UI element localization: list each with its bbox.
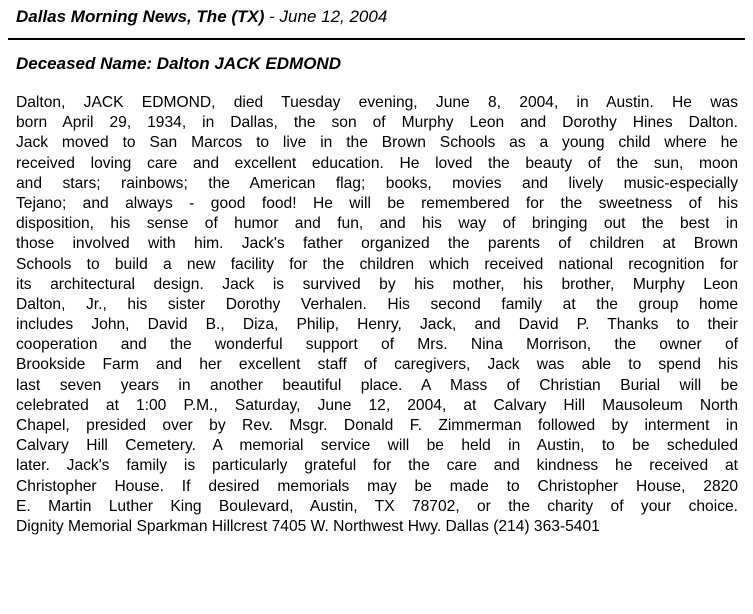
header-divider [8, 38, 745, 40]
obituary-line: received loving care and excellent education. He loved the beauty of the sun, moon [16, 154, 738, 172]
obituary-line: its architectural design. Jack is survived by his mother, his brother, Murphy Leon [16, 275, 738, 293]
obituary-line: Jack moved to San Marcos to live in the Brown Schools as a young child where he [16, 134, 738, 152]
obituary-line: later. Jack's family is particularly grateful for the care and kindness he received at [16, 457, 738, 475]
obituary-line: celebrated at 1:00 P.M., Saturday, June 12, 2004, at Calvary Hill Mausoleum North [16, 396, 738, 414]
obituary-line: Dalton, JACK EDMOND, died Tuesday evening, June 8, 2004, in Austin. He was [16, 94, 738, 111]
obituary-line: Calvary Hill Cemetery. A memorial service will be held in Austin, to be scheduled [16, 437, 738, 455]
header-separator: - [264, 7, 280, 26]
publication-date: June 12, 2004 [279, 7, 388, 26]
deceased-name-heading: Deceased Name: Dalton JACK EDMOND [16, 54, 341, 73]
obituary-line: Schools to build a new facility for the children which received national recognition for [16, 255, 738, 273]
obituary-line: Christopher House. If desired memorials may be made to Christopher House, 2820 [16, 477, 738, 495]
publication-header [16, 6, 387, 28]
obituary-line: Tejano; and always - good food! He will be remembered for the sweetness of his [16, 194, 738, 212]
obituary-line: E. Martin Luther King Boulevard, Austin, TX 78702, or the charity of your choice. [16, 497, 738, 515]
obituary-line: includes John, David B., Diza, Philip, Henry, Jack, and David P. Thanks to their [16, 316, 738, 334]
obituary-line: born April 29, 1934, in Dallas, the son of Murphy Leon and Dorothy Hines Dalton. [16, 114, 738, 132]
obituary-body [16, 93, 738, 537]
obituary-line: Dignity Memorial Sparkman Hillcrest 7405 W. Northwest Hwy. Dallas (214) 363-5401 [16, 517, 600, 535]
obituary-line: disposition, his sense of humor and fun, and his way of bringing out the best in [16, 215, 738, 233]
obituary-line: those involved with him. Jack's father organized the parents of children at Brown [16, 235, 738, 253]
publication-source: Dallas Morning News, The (TX) [16, 7, 265, 26]
obituary-line: Brookside Farm and her excellent staff of caregivers, Jack was able to spend his [16, 356, 738, 374]
obituary-line: Dalton, Jr., his sister Dorothy Verhalen. His second family at the group home [16, 295, 738, 313]
obituary-line: and stars; rainbows; the American flag; books, movies and lively music-especially [16, 174, 738, 192]
obituary-line: Chapel, presided over by Rev. Msgr. Donald F. Zimmerman followed by interment in [16, 417, 738, 434]
obituary-line: last seven years in another beautiful place. A Mass of Christian Burial will be [16, 376, 738, 394]
obituary-line: cooperation and the wonderful support of Mrs. Nina Morrison, the owner of [16, 336, 738, 354]
